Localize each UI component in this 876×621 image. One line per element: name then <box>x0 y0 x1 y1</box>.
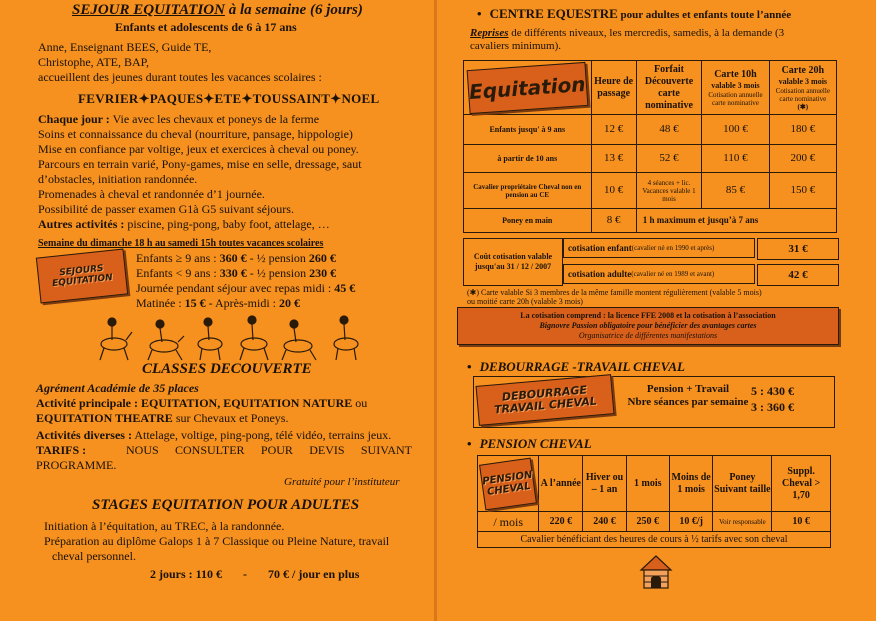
reprises-label: Reprises <box>470 27 509 39</box>
bullet-icon: • <box>467 359 472 374</box>
debourrage-prices <box>751 384 794 414</box>
cotisation-adulte-note: (cavalier né en 1989 et avant) <box>631 270 715 278</box>
price-line-3 <box>136 281 355 295</box>
price-4-label: Matinée : <box>136 296 185 310</box>
cell-forfait: 48 € <box>636 115 702 145</box>
classes-agrement: Agrément Académie de 35 places <box>36 381 199 395</box>
cell-carte20: 180 € <box>769 115 836 145</box>
table-row <box>464 115 837 145</box>
tarifs-text: NOUS CONSULTER POUR DEVIS SUIVANT <box>126 443 412 457</box>
riders-illustration <box>92 312 372 362</box>
pension-header-hiver: Hiver ou – 1 an <box>583 456 626 512</box>
equitation-stamp <box>467 61 588 113</box>
pension-footer-row <box>478 532 831 548</box>
debourrage-stamp-text: DEBOURRAGE TRAVAIL CHEVAL <box>493 383 598 417</box>
cell-heure: 8 € <box>591 209 636 233</box>
pension-table <box>477 455 831 548</box>
debourrage-desc <box>625 383 751 409</box>
cell-forfait: 52 € <box>636 145 702 173</box>
header-carte20 <box>769 61 836 115</box>
pension-header-1mois: 1 mois <box>626 456 669 512</box>
debourrage-price-3: 3 : 360 € <box>751 400 794 414</box>
centre-title-suffix: pour adultes et enfants toute l’année <box>617 9 792 21</box>
daily-text-1: Vie avec les chevaux et poneys de la ferme <box>109 112 320 126</box>
gratuite-note: Gratuité pour l’instituteur <box>284 476 400 488</box>
cotisation-adulte-label: cotisation adulte <box>568 268 632 279</box>
daily-line-2: Soins et connaissance du cheval (nourriture, pansage, hippologie) <box>38 127 353 141</box>
licence-line-1: La cotisation comprend : la licence FFE 2008 et la cotisation à l’association <box>520 311 776 320</box>
pension-stamp-text: PENSION CHEVAL <box>481 469 534 498</box>
price-2-half-value: 230 € <box>309 266 337 280</box>
pension-heading <box>467 436 592 452</box>
divers-label: Activités diverses : <box>36 428 132 442</box>
staff-line-1: Anne, Enseignant BEES, Guide TE, <box>38 40 212 54</box>
adultes-title: STAGES EQUITATION POUR ADULTES <box>92 497 360 513</box>
pension-footer: Cavalier bénéficiant des heures de cours à ½ tarifs avec son cheval <box>478 532 831 548</box>
rider-icon <box>148 320 184 360</box>
cotisation-enfant-note: (cavalier né en 1990 et après) <box>631 244 715 252</box>
debourrage-price-5: 5 : 430 € <box>751 384 794 398</box>
pension-cell: 250 € <box>626 512 669 532</box>
main-activity-theatre: EQUITATION THEATRE <box>36 411 173 425</box>
sejour-title-suffix: à la semaine (6 jours) <box>228 2 363 18</box>
price-2-value: 330 € <box>219 266 247 280</box>
row-label: Poney en main <box>464 209 592 233</box>
main-activity-theatre-text: sur Chevaux et Poneys. <box>172 411 289 425</box>
pension-row-label: / mois <box>478 512 539 532</box>
carte20-title: Carte 20h <box>781 64 825 76</box>
debourrage-desc-1: Pension + Travail <box>646 383 730 395</box>
cell-carte10: 100 € <box>702 115 769 145</box>
adultes-price <box>150 567 359 581</box>
centre-price-table <box>463 60 837 233</box>
cotisation-enfant-cell <box>563 238 755 258</box>
price-1-half-label: - ½ pension <box>246 251 309 265</box>
bullet-icon: • <box>467 436 472 451</box>
row-label: Cavalier propriétaire Cheval non en pension au CE <box>464 173 592 209</box>
left-page <box>0 0 434 621</box>
main-activity-text: EQUITATION, EQUITATION NATURE <box>140 396 353 410</box>
cotisation-label-cell <box>463 238 563 286</box>
right-page <box>437 0 876 621</box>
carte20-star: (✱) <box>797 102 809 111</box>
price-3-value: 45 € <box>334 281 356 295</box>
house-logo-icon <box>639 554 673 590</box>
bullet-icon: • <box>477 6 482 21</box>
rider-icon <box>198 318 222 360</box>
price-4-value: 15 € <box>184 296 206 310</box>
price-3-label: Journée pendant séjour avec repas midi : <box>136 281 335 295</box>
adultes-price-extra: 70 € / jour en plus <box>268 567 360 581</box>
cotisation-adulte-cell <box>563 264 755 284</box>
daily-line-3: Mise en confiance par voltige, jeux et exercices à cheval ou poney. <box>38 142 359 156</box>
rider-icon <box>334 316 358 360</box>
licence-line-2: Bignovre Passion obligatoire pour bénéficier des avantages cartes <box>539 321 757 330</box>
carte10-sub2: Cotisation annuelle carte nominative <box>708 90 763 107</box>
pension-header-row <box>478 456 831 512</box>
main-activity-label: Activité principale : <box>36 396 141 410</box>
pension-title: PENSION CHEVAL <box>479 436 592 451</box>
main-activity-ou: ou <box>352 396 368 410</box>
cell-forfait: 4 séances + lic. Vacances valable 1 mois <box>636 173 702 209</box>
licence-box <box>457 307 839 345</box>
price-1-value: 360 € <box>219 251 247 265</box>
pension-cell: 10 € <box>772 512 831 532</box>
header-heure: Heure de passage <box>591 61 636 115</box>
table-row <box>464 173 837 209</box>
header-forfait: Forfait Découverte carte nominative <box>636 61 702 115</box>
pension-cell: Voir responsable <box>713 512 772 532</box>
pension-stamp <box>479 457 537 510</box>
sejours-stamp-text: SEJOURS EQUITATION <box>51 263 114 290</box>
daily-line-4: Parcours en terrain varié, Pony-games, mise en selle, dressage, saut <box>38 157 362 171</box>
adultes-price-2days: 2 jours : 110 € <box>150 567 222 581</box>
staff-line-2: Christophe, ATE, BAP, <box>38 55 150 69</box>
price-line-2 <box>136 266 336 280</box>
sejour-title-main: SEJOUR EQUITATION <box>72 2 225 18</box>
cotisation-label: Coût cotisation valable jusqu'au 31 / 12 / 2007 <box>473 252 553 271</box>
reprises-line-2: cavaliers minimum). <box>470 40 562 52</box>
sejour-subtitle: Enfants et adolescents de 6 à 17 ans <box>115 20 297 34</box>
debourrage-desc-2: Nbre séances par semaine <box>627 396 749 408</box>
footnote-line-2: ou moitié carte 20h (valable 3 mois) <box>467 297 583 306</box>
rider-icon <box>282 320 316 360</box>
seasons-line: FEVRIER✦PAQUES✦ETE✦TOUSSAINT✦NOEL <box>78 91 380 106</box>
debourrage-heading <box>467 359 685 375</box>
price-4-pm-label: - Après-midi : <box>205 296 279 310</box>
pension-value-row <box>478 512 831 532</box>
cell-carte10: 85 € <box>702 173 769 209</box>
centre-title: CENTRE EQUESTRE <box>489 6 618 21</box>
equitation-stamp-text: Equitation <box>468 71 587 104</box>
other-text: piscine, ping-pong, baby foot, attelage, … <box>124 217 330 231</box>
table-header-row <box>464 61 837 115</box>
adultes-line-3: cheval personnel. <box>52 549 136 563</box>
table-row <box>464 145 837 173</box>
daily-line-6: Promenades à cheval et randonnée d’1 journée. <box>38 187 265 201</box>
other-activities <box>38 217 330 231</box>
cell-heure: 10 € <box>591 173 636 209</box>
pension-cell: 240 € <box>583 512 626 532</box>
other-label: Autres activités : <box>38 217 125 231</box>
cotisation-enfant-price: 31 € <box>757 238 839 260</box>
cell-heure: 13 € <box>591 145 636 173</box>
cell-carte20: 150 € <box>769 173 836 209</box>
footnote-line-1: (✱) Carte valable Si 3 membres de la même famille montent régulièrement (valable 5 mois) <box>467 288 762 297</box>
classes-tarifs <box>36 443 412 457</box>
price-1-half-value: 260 € <box>308 251 336 265</box>
price-2-half-label: - ½ pension <box>246 266 310 280</box>
adultes-line-1: Initiation à l’équitation, au TREC, à la randonnée. <box>44 519 285 533</box>
cell-poney-note: 1 h maximum et jusqu’à 7 ans <box>636 209 836 233</box>
pension-header-annee: A l’année <box>539 456 583 512</box>
classes-main-activity-2 <box>36 411 288 425</box>
licence-line-3: Organisatrice de différentes manifestations <box>578 331 718 340</box>
rider-icon <box>100 318 132 360</box>
price-2-label: Enfants < 9 ans : <box>136 266 220 280</box>
reprises-line-1 <box>470 27 784 40</box>
daily-line-1 <box>38 112 319 126</box>
staff-line-3: accueillent des jeunes durant toutes les vacances scolaires : <box>38 70 322 84</box>
cell-heure: 12 € <box>591 115 636 145</box>
row-label: à partir de 10 ans <box>464 145 592 173</box>
classes-divers <box>36 428 391 442</box>
tarifs-text-2: PROGRAMME. <box>36 458 117 472</box>
carte10-sub: valable 3 mois <box>711 80 760 90</box>
classes-main-activity <box>36 396 367 410</box>
price-line-1 <box>136 251 336 265</box>
sejour-title <box>72 2 363 19</box>
tarifs-label: TARIFS : <box>36 443 87 457</box>
cotisation-adulte-price: 42 € <box>757 264 839 286</box>
pension-cell: 10 €/j <box>669 512 713 532</box>
classes-title: CLASSES DECOUVERTE <box>142 361 312 377</box>
divers-text: Attelage, voltige, ping-pong, télé vidéo, terrains jeux. <box>131 428 392 442</box>
pension-header-poney: Poney Suivant taille <box>713 456 772 512</box>
pension-stamp-cell <box>478 456 539 512</box>
carte20-sub: valable 3 mois <box>778 76 828 86</box>
daily-line-5: d’obstacles, initiation randonnée. <box>38 172 198 186</box>
adultes-price-dash: - <box>243 567 247 581</box>
reprises-text: de différents niveaux, les mercredis, samedis, à la demande (3 <box>508 27 785 39</box>
header-carte10 <box>702 61 769 115</box>
price-1-label: Enfants ≥ 9 ans : <box>136 251 220 265</box>
rider-icon <box>240 316 268 360</box>
cotisation-enfant-label: cotisation enfant <box>568 242 632 253</box>
centre-heading <box>477 6 791 22</box>
daily-line-7: Possibilité de passer examen G1à G5 suivant séjours. <box>38 202 294 216</box>
daily-label: Chaque jour : <box>38 112 110 126</box>
carte10-title: Carte 10h <box>714 68 757 80</box>
table-row <box>464 209 837 233</box>
debourrage-title: DEBOURRAGE -TRAVAIL CHEVAL <box>479 359 685 374</box>
cell-carte20: 200 € <box>769 145 836 173</box>
adultes-line-2: Préparation au diplôme Galops 1 à 7 Classique ou Pleine Nature, travail <box>44 534 390 548</box>
cell-carte10: 110 € <box>702 145 769 173</box>
row-label: Enfants jusqu' à 9 ans <box>464 115 592 145</box>
week-heading: Semaine du dimanche 18 h au samedi 15h toutes vacances scolaires <box>38 238 324 249</box>
pension-header-suppl: Suppl. Cheval > 1,70 <box>772 456 831 512</box>
price-line-4 <box>136 296 300 310</box>
carte20-sub2: Cotisation annuelle carte nominative <box>775 86 830 103</box>
pension-cell: 220 € <box>539 512 583 532</box>
equitation-stamp-cell <box>464 61 592 115</box>
pension-header-moins1mois: Moins de 1 mois <box>669 456 713 512</box>
sejours-stamp <box>36 249 128 304</box>
price-4-pm-value: 20 € <box>278 296 300 310</box>
